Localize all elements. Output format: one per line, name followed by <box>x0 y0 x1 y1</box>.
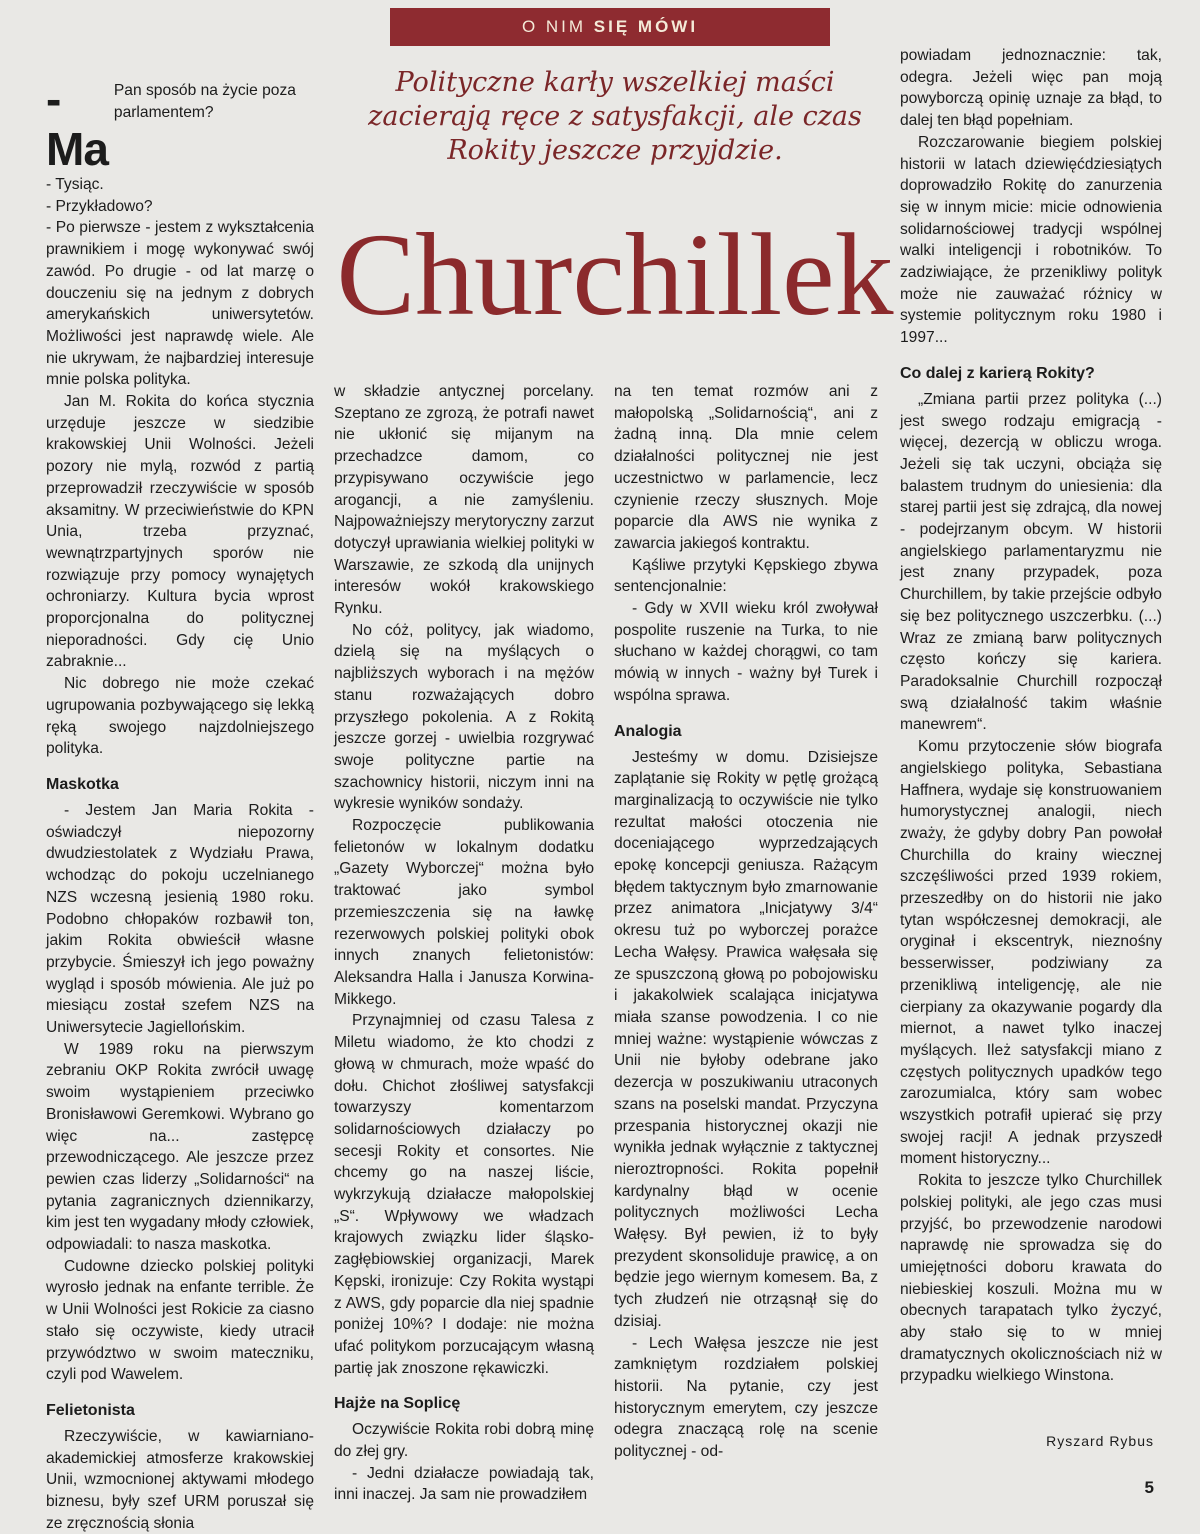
author-signature: Ryszard Rybus <box>1046 1433 1154 1449</box>
paragraph: - Lech Wałęsa jeszcze nie jest zamkniętym rozdziałem polskiej historii. Na pytanie, czy jest historycznym emerytem, czy jeszcze odegra znaczącą rolę na scenie politycznej - od- <box>614 1334 878 1461</box>
lead-text: Polityczne karły wszelkiej maści zacierają ręce z satysfakcji, ale czas Rokity jeszcze przyjdzie. <box>368 67 862 166</box>
subheading-felietonista: Felietonista <box>46 1401 135 1419</box>
paragraph: „Zmiana partii przez polityka (...) jest swego rodzaju emigracją - więcej, dezercją w obliczu wroga. Jeżeli się tak uczyni, obciąża się balastem trudnym do uniesienia: dla starej partii jest się zdrajcą, dla nowej - podejrzanym obcym. W historii angielskiego parlamentaryzmu nie jest znany przypadek, poza Churchillem, by takie przejście odbyło się bez politycznego uszczerbku. (...) Wraz ze zmianą barw politycznych często kończy się kariera. Paradoksalnie Churchill rozpoczął swą działalność takim właśnie manewrem“. <box>900 390 1162 734</box>
paragraph: Komu przytoczenie słów biografa angielskiego polityka, Sebastiana Haffnera, wydaje się konstruowaniem humorystycznej analogii, niech zważy, że gdyby dobry Pan powołał Churchilla do krainy wiecznej szczęśliwości przed 1939 rokiem, przeszedłby on do historii nie jako tytan współczesnej demokracji, ale oryginał i ekscentryk, nieznośny besserwisser, podziwiany za przenikliwą inteligencję, ale nie cierpiany za okazywanie pogardy dla miernot, a nawet tylko inaczej myślących. Ileż satysfakcji miano z częstych politycznych upadków tego zarozumialca, który sam wobec wszystkich potrafił upierać się przy swojej racji! A jednak przyszedł moment historyczny... <box>900 738 1162 1168</box>
dropcap: - Ma <box>46 73 108 175</box>
column-4 <box>900 45 1162 1387</box>
paragraph: - Tysiąc. <box>46 176 104 193</box>
paragraph: Jan M. Rokita do końca stycznia urzęduje jeszcze w siedzibie krakowskiej Unii Wolności. Jeżeli pozory nie mylą, rozwód z partią przeprowadził rzeczywiście w sposób aksamitny. W przeciwieństwie do KPN Unia, trzeba przyznać, wewnątrzpartyjnych sporów nie rozwiązuje przy pomocy wynajętych ochroniarzy. Kultura bycia wprost proporcjonalna do politycznej nieporadności. Gdy cię Unio zabraknie... <box>46 393 314 671</box>
paragraph: W 1989 roku na pierwszym zebraniu OKP Rokita zwrócił uwagę swoim wystąpieniem przeciwko Bronisławowi Geremkowi. Wybrano go więc na... zastępcę przewodniczącego. Ale jeszcze przez pewien czas liderzy „Solidarności“ na pytania zagranicznych dziennikarzy, kim jest ten wygadany młody człowiek, odpowiadali: to nasza maskotka. <box>46 1040 314 1254</box>
paragraph: Oczywiście Rokita robi dobrą minę do złej gry. <box>334 1421 594 1461</box>
subheading-co-dalej: Co dalej z karierą Rokity? <box>900 364 1095 382</box>
paragraph: na ten temat rozmów ani z małopolską „Solidarnością“, ani z żadną inną. Dla mnie celem działalności politycznej nie jest uczestnictwo w parlamencie, lecz czynienie rzeczy słusznych. Moje poparcie dla AWS nie wynika z zawarcia jakiegoś kontraktu. <box>614 383 878 552</box>
paragraph: powiadam jednoznacznie: tak, odegra. Jeżeli więc pan moją powyborczą opinię uznaje za błąd, to dalej ten błąd popełniam. <box>900 47 1162 130</box>
band-prefix: O NIM <box>521 17 587 36</box>
column-2 <box>334 381 594 1506</box>
paragraph: No cóż, politycy, jak wiadomo, dzielą się na myślących o najbliższych wyborach i na mężów stanu rozważających dobro przyszłego pokolenia. A z Rokitą jeszcze gorzej - uwielbia rozgrywać swoje polityczne partie na szachownicy historii, niczym inni na wykresie wyników sondaży. <box>334 621 594 813</box>
column-1 <box>46 73 314 1534</box>
section-band <box>390 8 830 46</box>
page-number: 5 <box>1144 1478 1154 1497</box>
paragraph: - Jestem Jan Maria Rokita - oświadczył niepozorny dwudziestolatek z Wydziału Prawa, wchodząc do pokoju uczelnianego NZS wczesną jesienią 1980 roku. Podobno chłopaków rozbawił ton, jakim Rokita obwieścił własne przybycie. Śmieszył ich jego poważny wygląd i sposób mówienia. Ale już po miesiącu został szefem NZS na Uniwersytecie Jagiellońskim. <box>46 801 314 1037</box>
paragraph: Przynajmniej od czasu Talesa z Miletu wiadomo, że kto chodzi z głową w chmurach, może wpaść do dołu. Chichot złośliwej satysfakcji towarzyszy komentarzom solidarnościowych działaczy po secesji Rokity et consortes. Nie chcemy go na naszej liście, wykrzykują działacze małopolskiej „S“. Wpływowy we władzach krajowych związku lider śląsko-zagłębiowskiej organizacji, Marek Kępski, ironizuje: Czy Rokita wystąpi z AWS, gdy poparcie dla niej spadnie poniżej 10%? I dodaje: nie można ufać politykom porzucającym własną partię jak znoszone rękawiczki. <box>334 1012 594 1377</box>
column-3 <box>614 381 878 1463</box>
paragraph: Jesteśmy w domu. Dzisiejsze zaplątanie się Rokity w pętlę grożącą marginalizacją to oczywiście nie tylko rezultat małości otoczenia nie doceniającego wyprzedzających epokę koncepcji geniusza. Rażącym błędem taktycznym było zmarnowanie przez animatora „Inicjatywy 3/4“ okresu tuż po wyborczej porażce Lecha Wałęsy. Prawica wałęsała się ze spuszczoną głową po pobojowisku i jakakolwiek scalająca inicjatywa miała szanse powodzenia. I co nie mniej ważne: wystąpienie wówczas z Unii nie byłoby odebrane jako dezercja w poszukiwaniu utraconych szans na poselski mandat. Przyczyna przespania historycznej okazji nie wynikła jednak wyłącznie z taktycznej nieroztropności. Rokita popełnił kardynalny błąd w ocenie politycznych możliwości Lecha Wałęsy. Był pewien, iż to były prezydent skonsoliduje prawicę, a on będzie jego wiernym komesem. Ba, z tych złudzeń nie otrząsnął się do dzisiaj. <box>614 748 878 1330</box>
subheading-analogia: Analogia <box>614 722 682 740</box>
article-title: Churchillek <box>336 209 894 340</box>
paragraph: Nic dobrego nie może czekać ugrupowania pozbywającego się lekką ręką swojego najzdolniejszego polityka. <box>46 675 314 758</box>
subheading-hajze: Hajże na Soplicę <box>334 1395 461 1413</box>
paragraph: Rokita to jeszcze tylko Churchillek polskiej polityki, ale jego czas musi przyjść, bo przewodzenie narodowi naprawdę nie sprowadza się do umiejętności doboru krawata do niebieskiej koszuli. Można mu w obecnych tarapatach tylko życzyć, aby stało się to w mniej dramatycznych okolicznościach niż w przypadku wielkiego Winstona. <box>900 1172 1162 1385</box>
subheading-maskotka: Maskotka <box>46 775 119 793</box>
paragraph: w składzie antycznej porcelany. Szeptano ze zgrozą, że potrafi nawet nie ukłonić się mijanym na przechadzce damom, co przypisywano oczywiście jego arogancji, a nie zamyśleniu. Najpoważniejszy merytoryczny zarzut dotyczył uprawiania wielkiej polityki w Warszawie, ze szkodą dla unijnych interesów wokół krakowskiego Rynku. <box>334 383 594 618</box>
band-strong: SIĘ MÓWI <box>593 17 699 36</box>
paragraph: Kąśliwe przytyki Kępskiego zbywa sentencjonalnie: <box>614 556 878 596</box>
dropcap-rest: Pan sposób na życie poza parlamentem? <box>113 82 296 121</box>
paragraph: Cudowne dziecko polskiej polityki wyrosło jednak na enfante terrible. Że w Unii Wolności jest Rokicie za ciasno stało się oczywiste, kiedy utracił przywództwo w swoim mateczniku, czyli pod Wawelem. <box>46 1257 314 1384</box>
paragraph: - Przykładowo? <box>46 197 153 215</box>
paragraph: - Po pierwsze - jestem z wykształcenia prawnikiem i mogę wykonywać swój zawód. Po drugie - od lat marzę o douczeniu się na jednym z dobrych amerykańskich uniwersytetów. Możliwości jest naprawdę wiele. Ale nie ukrywam, że najbardziej interesuje mnie polska polityka. <box>46 219 314 389</box>
paragraph: - Gdy w XVII wieku król zwoływał pospolite ruszenie na Turka, to nie słuchano w każdej chorągwi, co tam mówią w innych - ważny był Turek i wspólna sprawa. <box>614 600 878 704</box>
dropcap-block <box>46 73 314 175</box>
paragraph: - Jedni działacze powiadają tak, inni inaczej. Ja sam nie prowadziłem <box>334 1464 594 1504</box>
paragraph: Rozpoczęcie publikowania felietonów w lokalnym dodatku „Gazety Wyborczej“ można było traktować jako symbol przemieszczenia się na ławkę rezerwowych polskiej polityki obok innych znanych felietonistów: Aleksandra Halla i Janusza Korwina-Mikkego. <box>334 817 594 1008</box>
paragraph: Rzeczywiście, w kawiarniano-akademickiej atmosferze krakowskiej Unii, wzmocnionej aktywami młodego biznesu, były szef URM poruszał się ze zręcznością słonia <box>46 1427 314 1532</box>
paragraph: Rozczarowanie biegiem polskiej historii w latach dziewięćdziesiątych doprowadziło Rokitę do zanurzenia się w innym micie: micie odnowienia solidarnościowej tradycji wspólnej walki inteligencji i robotników. To zadziwiające, że przenikliwy polityk może nie zauważać różnicy w systemie politycznym roku 1980 i 1997... <box>900 133 1162 347</box>
